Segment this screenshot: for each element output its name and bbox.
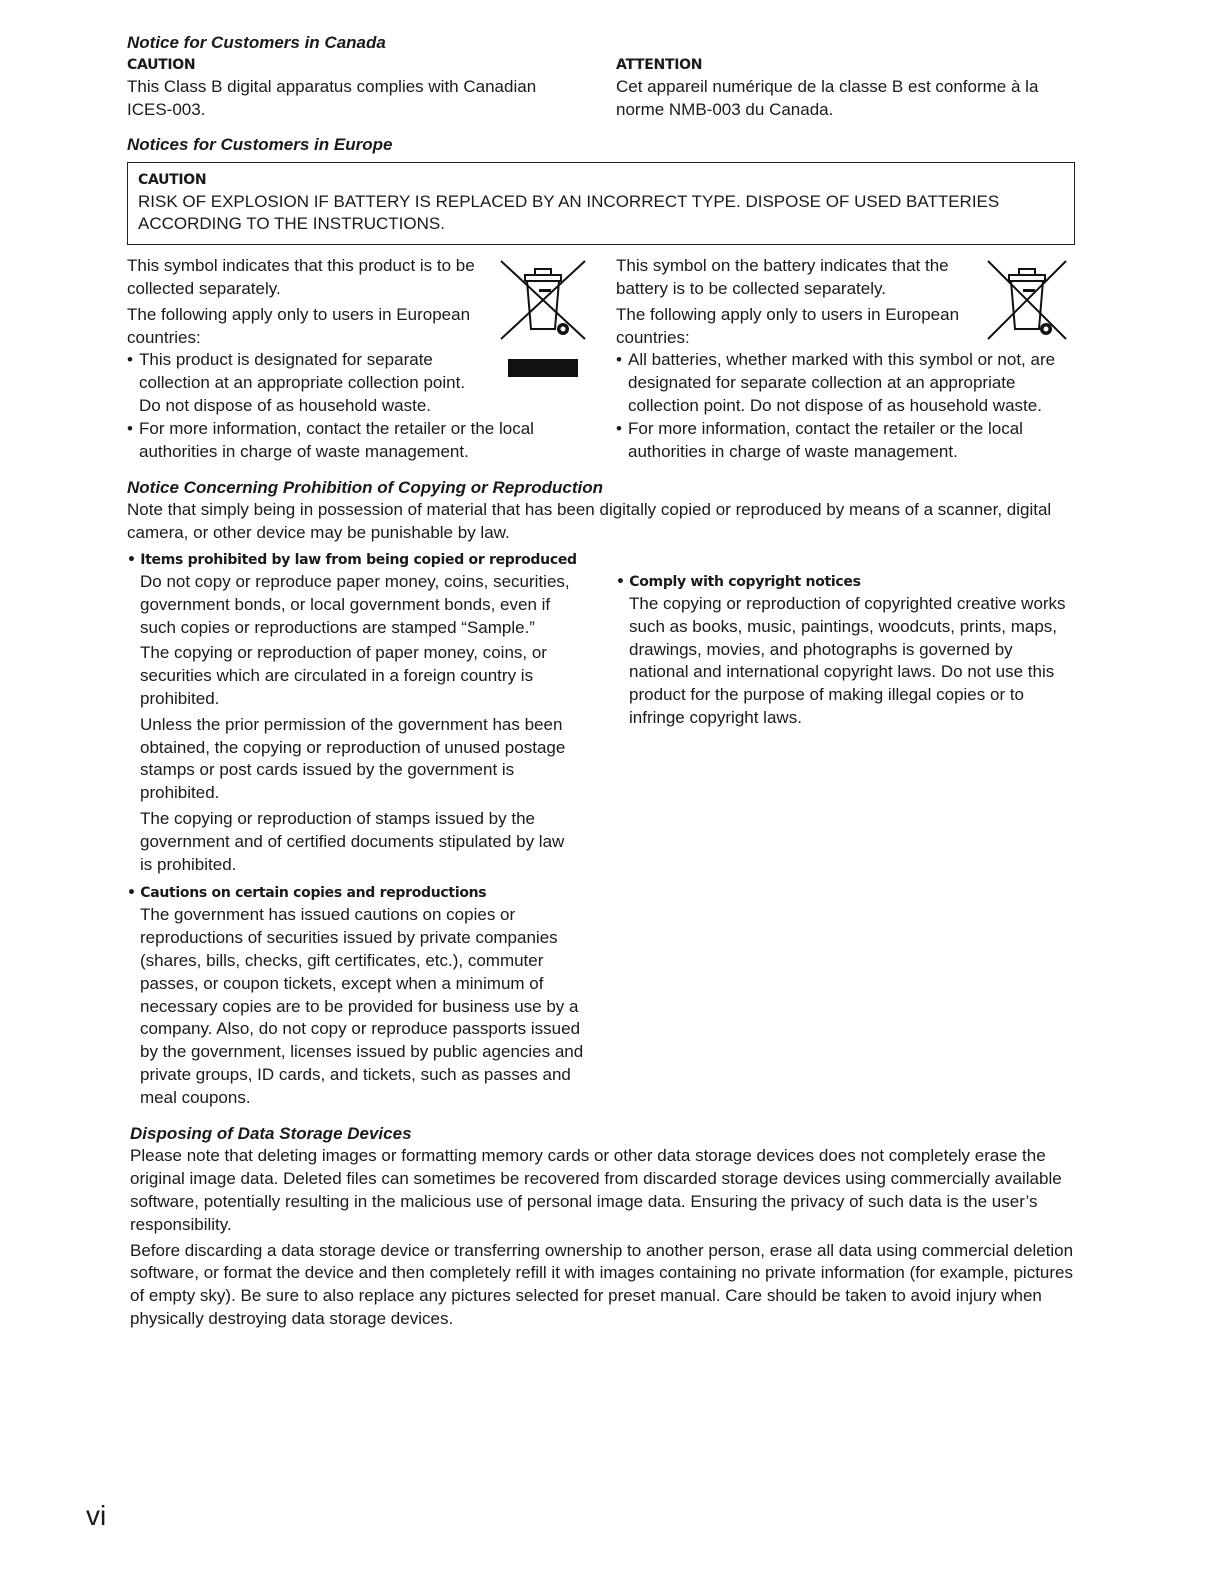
battery-weee-p1: This symbol on the battery indicates that the battery is to be collected separately. xyxy=(616,256,949,298)
comply-heading: • Comply with copyright notices xyxy=(616,573,861,590)
battery-weee-bullet-2: • For more information, contact the retailer or the local authorities in charge of waste management. xyxy=(616,418,1073,464)
copying-intro: Note that simply being in possession of material that has been digitally copied or reproduced by means of a scanner, digital camera, or other device may be punishable by law. xyxy=(127,500,1052,543)
document-page xyxy=(127,32,1075,1331)
cautions-heading-text: Cautions on certain copies and reproductions xyxy=(140,885,487,902)
canada-caution-text: This Class B digital apparatus complies with Canadian ICES-003. xyxy=(127,77,537,119)
canada-section xyxy=(127,32,1075,122)
battery-weee-notice xyxy=(616,255,1075,463)
product-weee-notice xyxy=(127,255,616,463)
canada-caution-label: CAUTION xyxy=(127,57,196,73)
battery-caution-text: RISK OF EXPLOSION IF BATTERY IS REPLACED BY AN INCORRECT TYPE. DISPOSE OF USED BATTERIES ACCORDING TO THE INSTRUCTIONS. xyxy=(138,191,1000,234)
copying-section xyxy=(127,477,1075,1109)
items-prohibited-p2: The copying or reproduction of paper money, coins, or securities which are circulated in a foreign country is prohibited. xyxy=(140,643,547,708)
canada-attention-text: Cet appareil numérique de la classe B est conforme à la norme NMB-003 du Canada. xyxy=(616,77,1039,119)
canada-attention-label: ATTENTION xyxy=(616,57,703,73)
items-prohibited-heading: • Items prohibited by law from being copied or reproduced xyxy=(127,551,577,568)
cautions-heading: • Cautions on certain copies and reproductions xyxy=(127,885,487,902)
battery-weee-p2: The following apply only to users in European countries: xyxy=(616,304,960,347)
product-weee-bullet-2: • For more information, contact the retailer or the local authorities in charge of waste management. xyxy=(127,418,569,464)
items-prohibited-heading-text: Items prohibited by law from being copied or reproduced xyxy=(140,551,577,568)
comply-heading-text: Comply with copyright notices xyxy=(629,573,861,590)
page-number: vi xyxy=(86,1500,107,1531)
disposing-p2: Before discarding a data storage device or transferring ownership to another person, erase all data using commercial deletion software, or format the device and then completely refill it with images containing no private information (for example, pictures of empty sky). Be sure to also replace any pictures selected for preset manual. Care should be taken to avoid injury when physically destroying data storage devices. xyxy=(130,1240,1074,1329)
battery-weee-bullet-1: • All batteries, whether marked with this symbol or not, are designated for separate collection at an appropriate collection point. Do not dispose of as household waste. xyxy=(616,349,1068,417)
items-prohibited-p1: Do not copy or reproduce paper money, coins, securities, government bonds, or local government bonds, even if such copies or reproductions are stamped “Sample.” xyxy=(140,571,570,637)
cautions-p1: The government has issued cautions on copies or reproductions of securities issued by private companies (shares, bills, checks, gift certificates, etc.), commuter passes, or coupon tickets, except when a minimum of necessary copies are to be provided for business use by a company. Also, do not copy or reproduce passports issued by the government, licenses issued by public agencies and private groups, ID cards, and tickets, such as passes and meal coupons. xyxy=(140,905,584,1107)
disposing-heading: Disposing of Data Storage Devices xyxy=(130,1124,412,1144)
items-prohibited-p4: The copying or reproduction of stamps issued by the government and of certified documents stipulated by law is prohibited. xyxy=(140,808,565,874)
battery-caution-label: CAUTION xyxy=(138,171,207,188)
comply-p1: The copying or reproduction of copyrighted creative works such as books, music, paintings, woodcuts, prints, maps, drawings, movies, and photographs is governed by national and international copyright laws. Do not use this product for the purpose of making illegal copies or to infringe copyright laws. xyxy=(629,593,1066,727)
battery-caution-box xyxy=(127,162,1075,246)
product-weee-p1: This symbol indicates that this product is to be collected separately. xyxy=(127,256,475,298)
separate-collection-bar xyxy=(508,359,578,377)
disposing-section xyxy=(127,1123,1075,1330)
items-prohibited-p3: Unless the prior permission of the government has been obtained, the copying or reproduction of unused postage stamps or post cards issued by the government is prohibited. xyxy=(140,714,566,803)
europe-heading: Notices for Customers in Europe xyxy=(127,134,393,154)
crossed-out-bin-icon xyxy=(499,259,587,341)
copying-heading: Notice Concerning Prohibition of Copying or Reproduction xyxy=(127,478,603,498)
crossed-out-battery-bin-icon xyxy=(986,259,1068,341)
product-weee-bullet-1: • This product is designated for separate collection at an appropriate collection point. Do not dispose of as household waste. xyxy=(127,349,487,417)
europe-section xyxy=(127,134,1075,464)
product-weee-p2: The following apply only to users in European countries: xyxy=(127,304,471,347)
disposing-p1: Please note that deleting images or formatting memory cards or other data storage devices does not completely erase the original image data. Deleted files can sometimes be recovered from discarded storage devices using commercially available software, potentially resulting in the malicious use of personal image data. Ensuring the privacy of such data is the user’s responsibility. xyxy=(130,1146,1062,1234)
canada-heading: Notice for Customers in Canada xyxy=(127,33,386,52)
